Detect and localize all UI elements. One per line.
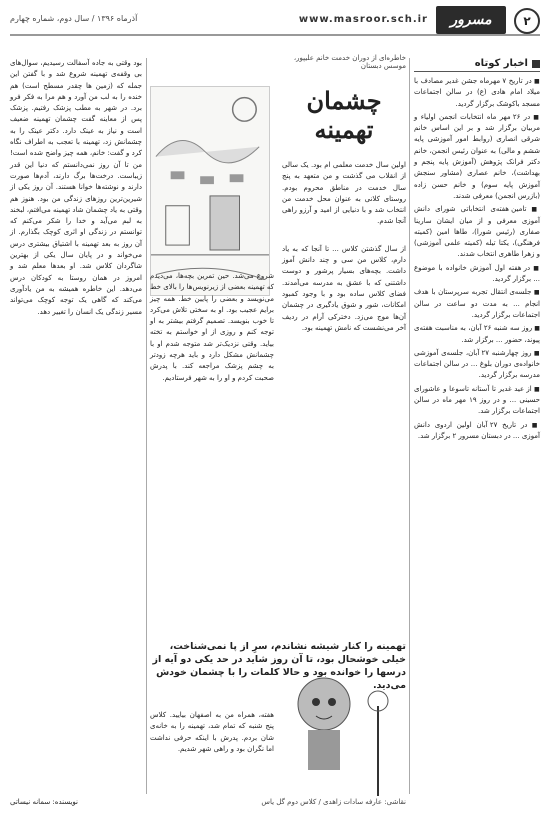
news-list: [414, 76, 540, 442]
left-column: [10, 58, 142, 794]
child-drawing-portrait: [278, 646, 406, 814]
news-item: ■ روز سه شنبه ۲۶ آبان، به مناسبت هفته‌ی پیوند، حضور ... برگزار شد.: [414, 323, 540, 346]
news-item: ■ جلسه‌ی انتقال تجربه سرپرستان با هدف انجام ... به مدت دو ساعت در سالن اجتماعات برگزار گردید.: [414, 287, 540, 321]
article-title-block: [282, 46, 406, 334]
child-drawing-town: [150, 86, 270, 296]
article-column-1: از سال گذشتن کلاس ... تا آنجا که به یاد دارم، کلاس من سی و چند دانش آموز داشت. بچه‌های بسیار پرشور و دوست داشتنی که با عشق به مدرسه می‌آمدند. فضای کلاس ساده بود و با وجود کمبود امکانات، شور و شوق یادگیری در چشمان آن‌ها موج می‌زد. دخترکی آرام در ردیف آخر می‌نشست که نامش تهمینه بود.: [282, 244, 406, 332]
news-item: ■ تامین هفته‌ی انتخاباتی شورای دانش آموزی معرفی و از میان ایشان سارینا صفاری (رئیس شورا)، طاها امین (کمیته فرهنگی)، یکتا تیله (کمیته علمی آموزشی) و زهرا طاهری انتخاب شدند.: [414, 204, 540, 260]
art-credit: نقاشی: عارفه سادات زاهدی / کلاس دوم گل یاس: [261, 798, 406, 806]
left-column-text: بود وقتی به جاده آسفالت رسیدیم، سوال‌های بی وقفه‌ی تهمینه شروع شد و با گفتن این جمله که (زمین ها چقدر مسطح است) هم خنده را به لب من آورد و هم مرا به فکر فرو برد. در شهر به مطب پزشک رفتیم. پزشک پس از معاینه گفت چشمان تهمینه ضعیف است و نیاز به عینک دارد. دکتر عینک را به چشمانش زد، تهمینه با تعجب به اطراف نگاه کرد و گفت: خانم، همه چیز واضح شده است! من تا آن روز نمی‌دانستم که دنیا این قدر زیباست. درخت‌ها برگ دارند، آدم‌ها صورت دارند و نوشته‌ها خوانا هستند. آن روز یکی از شیرین‌ترین روزهای زندگی من بود. هنوز هم وقتی به یاد چشمان شاد تهمینه می‌افتم، لبخند به لبم می‌آید و خدا را شکر می‌کنم که توانستم در زندگی او اثری کوچک بگذارم. از آن روز به بعد تهمینه با اشتیاق بیشتری درس می‌خواند و در پایان سال یکی از بهترین شاگردان کلاس شد. او بعدها معلم شد و امروز در همان روستا به کودکان درس می‌دهد. این خاطره همیشه به من یادآوری می‌کند که گاهی یک توجه کوچک می‌تواند مسیر زندگی یک انسان را تغییر دهد.: [10, 59, 142, 316]
header-divider: [10, 34, 540, 36]
news-heading: [414, 58, 540, 72]
news-column: [414, 58, 540, 794]
square-bullet-icon: [532, 60, 540, 68]
news-item: ■ در ۲۶ مهر ماه انتخابات انجمن اولیاء و مربیان برگزار شد و بر این اساس خانم شرقی انصاری (روابط امور آموزشی پایه ششم و مالی) به عنوان رئیس انجمن، خانم دکتر فرانک پژوهش (آموزش پایه پنجم و بهداشت)، خانم عصاری (مشاور سنجش آموزش پایه سوم) و خانم حسن زاده (بازرس انجمن) معرفی شدند.: [414, 112, 540, 202]
news-item: ■ از عید غدیر تا آستانه تاسوعا و عاشورای حسینی ... و در روز ۱۹ مهر ماه در سالن اجتماعات برگزار شد.: [414, 384, 540, 418]
article-column-2: شروع می‌شد. حین تمرین بچه‌ها، می‌دیدم که تهمینه بعضی از زیرنویس‌ها را بالای خط می‌نویسد و بعضی را پایین خط. همه چیز برایم عجیب بود. او به سختی تلاش می‌کرد تا خوب بنویسد. تصمیم گرفتم بیشتر به او توجه کنم و روزی از او خواستم به تخته بیاید. وقتی نزدیک‌تر شد متوجه شدم او با چشمانش مشکل دارد و باید هرچه زودتر به چشم پزشک مراجعه کند. با پدرش صحبت کردم و او را به شهر فرستادیم.: [150, 272, 274, 382]
article-title: چشمان تهمینه: [306, 86, 382, 144]
page-header: [10, 6, 540, 36]
article-caption: خاطره‌ای از دوران خدمت خانم علیپور، موسس دبستان: [293, 54, 406, 70]
article-intro: اولین سال خدمت معلمی ام بود. یک سالی از انقلاب می گذشت و من متعهد به پنج سال خدمت در مناطق محروم بودم. روستای کلانی به عنوان محل خدمت من انتخاب شد و با دنیایی از امید و آرزو راهی آنجا شدم.: [282, 161, 406, 226]
town-drawing-icon: [151, 87, 269, 295]
website-url[interactable]: www.masroor.sch.ir: [298, 14, 428, 25]
news-item: ■ در تاریخ ۲۷ آبان اولین اردوی دانش آموزی ... در دبستان مسرور ۲ برگزار شد.: [414, 420, 540, 443]
issue-info: آذرماه ۱۳۹۶ / سال دوم، شماره چهارم: [10, 14, 138, 23]
news-heading-label: اخبار کوتاه: [474, 58, 528, 69]
article: [150, 46, 406, 806]
article-lower-left: هفته، همراه من به اصفهان بیایید. کلاس پنج شنبه که تمام شد، تهمینه را به خانه‌ی شان بردم. پدرش با اینکه حرفی نداشت اما نگران بود و راهی شهر شدیم.: [150, 711, 274, 753]
column-divider: [146, 58, 147, 794]
newspaper-logo: مسرور: [436, 6, 506, 34]
girl-flower-drawing-icon: [278, 646, 406, 814]
news-item: ■ روز چهارشنبه ۲۷ آبان، جلسه‌ی آموزشی خانواده‌ی دوران بلوغ ... در سالن اجتماعات مدرسه برگزار گردید.: [414, 348, 540, 382]
news-item: ■ در تاریخ ۷ مهرماه جشن غدیر مصادف با میلاد امام هادی (ع) در سالن اجتماعات مسجد باکوشک برگزار گردید.: [414, 76, 540, 110]
news-item: ■ در هفته اول آموزش خانواده با موضوع ... برگزار گردید.: [414, 263, 540, 286]
page-number: ۲: [514, 8, 540, 34]
column-divider: [409, 58, 410, 794]
pull-quote: تهمینه را کنار شیشه نشاندم، سرِ از پا نمی‌شناخت، خیلی خوشحال بود، تا آن روز شاید در حد یکی دو آیه از درسها را خوانده بود و حالا کلمات را با چشمان خودش می‌دید.: [152, 641, 406, 691]
author-byline: نویسنده: سمانه نیساتی: [10, 798, 78, 806]
